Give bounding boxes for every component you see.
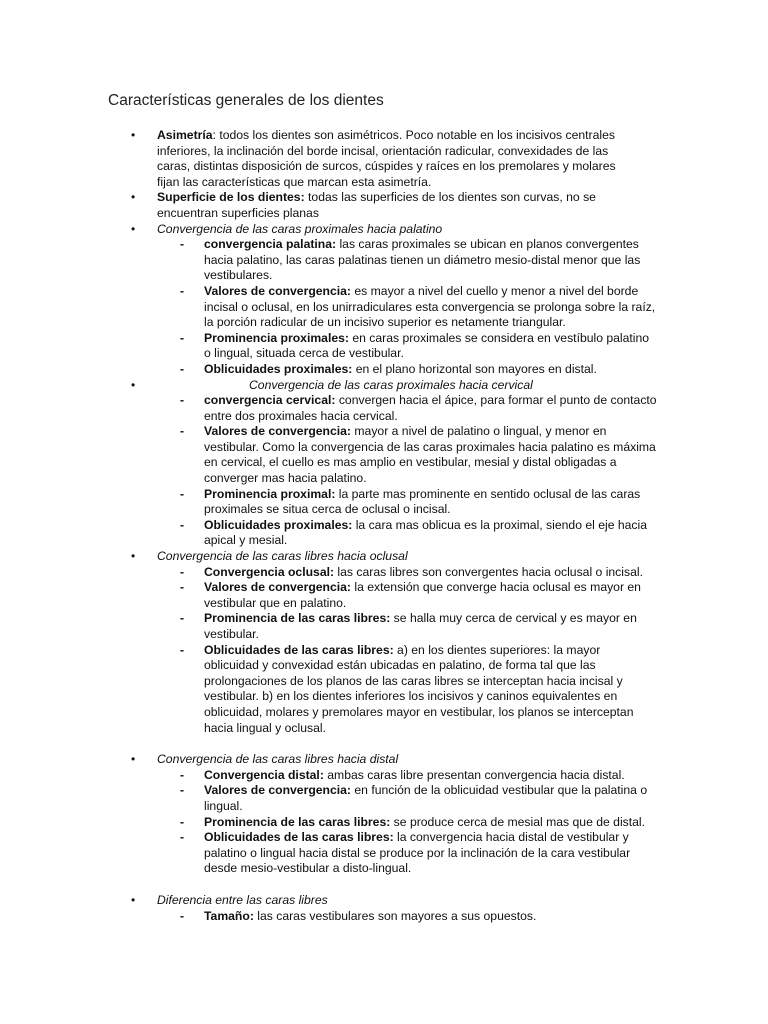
sub-item (0, 580, 658, 611)
sub-item (0, 565, 658, 581)
description: se produce cerca de mesial mas que de distal. (390, 814, 646, 829)
sub-item (0, 331, 658, 362)
bullet-item-asimetria (0, 128, 630, 190)
section-heading-text: Convergencia de las caras libres hacia distal (157, 752, 399, 767)
section-heading-text: Diferencia entre las caras libres (157, 892, 328, 907)
bullet-icon: • (131, 752, 136, 767)
dash-icon: - (180, 642, 185, 657)
sub-item (0, 783, 658, 814)
term: Valores de convergencia: (204, 783, 351, 798)
term: Prominencia proximal: (204, 486, 336, 501)
dash-icon: - (180, 564, 185, 579)
dash-icon: - (180, 424, 185, 439)
sub-item (0, 393, 658, 424)
page-title: Características generales de los dientes (108, 92, 384, 109)
term: Oblicuidades proximales: (204, 361, 353, 376)
dash-icon: - (180, 830, 185, 845)
section-heading (0, 549, 630, 565)
sub-item (0, 815, 658, 831)
description: en función de la oblicuidad vestibular que la palatina o lingual. (204, 783, 648, 813)
bullet-icon: • (131, 377, 136, 392)
dash-icon: - (180, 237, 185, 252)
term: Oblicuidades de las caras libres: (204, 830, 394, 845)
description: las caras vestibulares son mayores a sus opuestos. (253, 908, 537, 923)
dash-icon: - (180, 361, 185, 376)
dash-icon: - (180, 486, 185, 501)
bullet-icon: • (131, 549, 136, 564)
document-body (0, 128, 768, 924)
description: mayor a nivel de palatino o lingual, y menor en vestibular. Como la convergencia de las caras proximales hacia palatino es máxima en cervical, el cuello es mas amplio en vestibular, mesial y distal obligadas a converger mas hacia palatino. (204, 424, 656, 486)
section-heading (0, 378, 630, 394)
dash-icon: - (180, 908, 185, 923)
term: convergencia palatina: (204, 237, 337, 252)
sub-item (0, 487, 658, 518)
term: Valores de convergencia: (204, 580, 351, 595)
dash-icon: - (180, 783, 185, 798)
sub-item (0, 362, 658, 378)
term: Prominencia de las caras libres: (204, 814, 391, 829)
sub-item (0, 909, 658, 925)
dash-icon: - (180, 580, 185, 595)
bullet-icon: • (131, 190, 136, 205)
section-heading (0, 893, 630, 909)
sub-item (0, 424, 658, 486)
description: la convergencia hacia distal de vestibular y palatino o lingual hacia distal se produce por la inclinación de la cara vestibular desde mesio-vestibular a disto-lingual. (204, 830, 631, 876)
description: se halla muy cerca de cervical y es mayor en vestibular. (204, 611, 637, 641)
section-heading-text: Convergencia de las caras proximales hacia palatino (157, 221, 443, 236)
description: la parte mas prominente en sentido oclusal de las caras proximales se situa cerca de oclusal o incisal. (204, 486, 641, 517)
term: Prominencia de las caras libres: (204, 611, 391, 626)
dash-icon: - (180, 517, 185, 532)
term: Oblicuidades proximales: (204, 517, 353, 532)
description: es mayor a nivel del cuello y menor a nivel del borde incisal o oclusal, en los unirradiculares esta convergencia se prolonga sobre la raíz, la porción radicular de un incisivo superior es netamente triangular. (204, 283, 656, 330)
term: Oblicuidades de las caras libres: (204, 642, 394, 657)
description: la cara mas oblicua es la proximal, siendo el eje hacia apical y mesial. (204, 517, 648, 548)
description: en el plano horizontal son mayores en distal. (352, 361, 597, 376)
dash-icon: - (180, 393, 185, 408)
term: Tamaño: (204, 908, 254, 923)
section-heading-text: Convergencia de las caras proximales hacia cervical (249, 377, 533, 392)
spacer (0, 877, 768, 893)
sub-item (0, 518, 658, 549)
description: la extensión que converge hacia oclusal es mayor en vestibular que en palatino. (204, 580, 641, 610)
sub-item (0, 237, 658, 284)
bullet-icon: • (131, 128, 136, 142)
sub-item (0, 830, 658, 877)
section-heading (0, 222, 630, 238)
bullet-item-superficie (0, 190, 630, 221)
dash-icon: - (180, 283, 185, 298)
description: convergen hacia el ápice, para formar el punto de contacto entre dos proximales hacia cervical. (204, 393, 657, 423)
sub-item (0, 643, 658, 737)
term: Superficie de los dientes: (157, 190, 305, 205)
description: a) en los dientes superiores: la mayor oblicuidad y convexidad están ubicadas en palatino, de forma tal que las prolongaciones de los planos de las caras libres se interceptan hacia incisal y vestibular. b) en los dientes inferiores los incisivos y caninos equivalentes en oblicuidad, molares y premolares mayor en vestibular, los planos se interceptan hacia lingual y oclusal. (204, 642, 634, 735)
term: convergencia cervical: (204, 393, 336, 408)
term: Convergencia oclusal: (204, 564, 335, 579)
term: Valores de convergencia: (204, 424, 351, 439)
spacer (0, 736, 768, 752)
dash-icon: - (180, 814, 185, 829)
term: Asimetría (157, 128, 213, 142)
bullet-icon: • (131, 221, 136, 236)
description: todas las superficies de los dientes son curvas, no se encuentran superficies planas (157, 190, 596, 220)
description: : todos los dientes son asimétricos. Poco notable en los incisivos centrales inferiores, la inclinación del borde incisal, orientación radicular, convexidades de las caras, distintas disposición de surcos, cúspides y raíces en los premolares y molares fijan las características que marcan esta asimetría. (157, 128, 616, 189)
term: Prominencia proximales: (204, 330, 349, 345)
term: Convergencia distal: (204, 767, 324, 782)
dash-icon: - (180, 330, 185, 345)
description: ambas caras libre presentan convergencia hacia distal. (323, 767, 625, 782)
description: las caras proximales se ubican en planos convergentes hacia palatino, las caras palatinas tienen un diámetro mesio-distal menor que las vestibulares. (204, 237, 641, 283)
sub-item (0, 284, 658, 331)
term: Valores de convergencia: (204, 283, 351, 298)
section-heading (0, 752, 630, 768)
sub-item (0, 611, 658, 642)
section-heading-text: Convergencia de las caras libres hacia oclusal (157, 549, 408, 564)
sub-item (0, 768, 658, 784)
bullet-icon: • (131, 892, 136, 907)
description: en caras proximales se considera en vestíbulo palatino o lingual, situada cerca de vestibular. (204, 330, 650, 361)
dash-icon: - (180, 611, 185, 626)
dash-icon: - (180, 767, 185, 782)
description: las caras libres son convergentes hacia oclusal o incisal. (334, 564, 643, 579)
